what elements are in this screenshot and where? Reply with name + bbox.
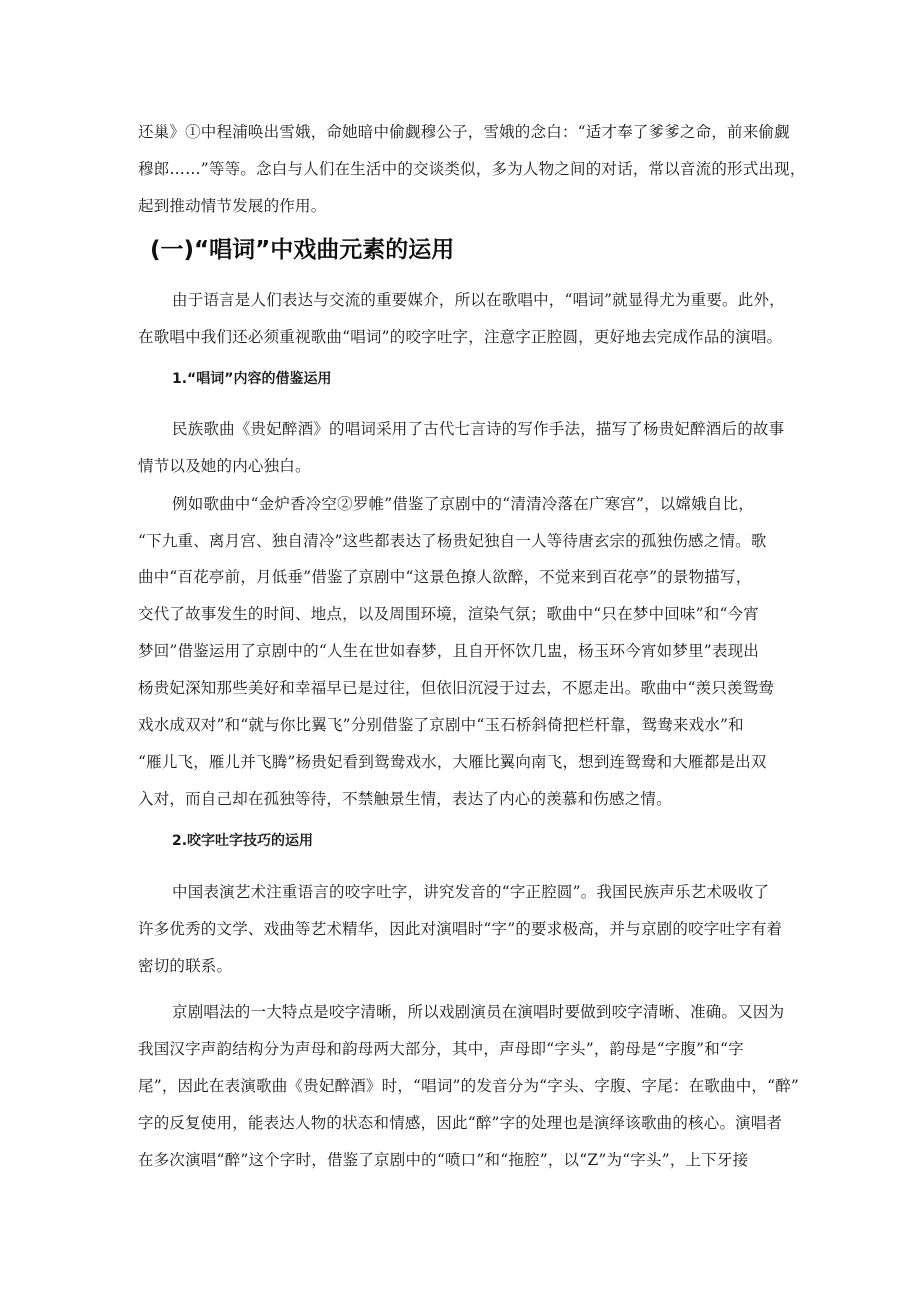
paragraph-line: 我国汉字声韵结构分为声母和韵母两大部分，其中，声母即“字头”，韵母是“字腹”和“字 — [138, 1040, 744, 1058]
paragraph-line: 字的反复使用，能表达人物的状态和情感，因此“醉”字的处理也是演绎该歌曲的核心。演唱者 — [138, 1114, 783, 1132]
paragraph-line: “下九重、离月宫、独自清冷”这些都表达了杨贵妃独自一人等待唐玄宗的孤独伤感之情。歌 — [138, 532, 767, 550]
paragraph-line: 入对，而自己却在孤独等待，不禁触景生情，表达了内心的羡慕和伤感之情。 — [138, 790, 672, 808]
paragraph-line: 戏水成双对”和“就与你比翼飞”分别借鉴了京剧中“玉石桥斜倚把栏杆靠，鸳鸯来戏水”和 — [138, 716, 744, 734]
paragraph-line: 例如歌曲中“金炉香冷空②罗帷”借鉴了京剧中的“清清冷落在广寒宫”，以嫦娥自比， — [172, 495, 754, 513]
paragraph-line: 民族歌曲《贵妃醉酒》的唱词采用了古代七言诗的写作手法，描写了杨贵妃醉酒后的故事 — [172, 420, 785, 438]
subsection-title-1: 1.“唱词”内容的借鉴运用 — [172, 371, 332, 387]
paragraph-line: 由于语言是人们表达与交流的重要媒介，所以在歌唱中，“唱词”就显得尤为重要。此外， — [172, 291, 785, 309]
section-heading: (一)“唱词”中戏曲元素的运用 — [150, 237, 455, 263]
paragraph-line: 中国表演艺术注重语言的咬字吐字，讲究发音的“字正腔圆”。我国民族声乐艺术吸收了 — [172, 883, 770, 901]
paragraph-line: 还巢》①中程浦唤出雪娥，命她暗中偷觑穆公子，雪娥的念白：“适才奉了爹爹之命，前来偷觑 — [138, 123, 790, 141]
paragraph-line: 在歌唱中我们还必须重视歌曲“唱词”的咬字吐字，注意字正腔圆，更好地去完成作品的演唱。 — [138, 328, 783, 346]
paragraph-line: “雁儿飞，雁儿并飞腾”杨贵妃看到鸳鸯戏水，大雁比翼向南飞，想到连鸳鸯和大雁都是出双 — [138, 753, 767, 771]
paragraph-line: 京剧唱法的一大特点是咬字清晰，所以戏剧演员在演唱时要做到咬字清晰、准确。又因为 — [172, 1003, 785, 1021]
paragraph-line: 起到推动情节发展的作用。 — [138, 197, 327, 215]
paragraph-line: 密切的联系。 — [138, 957, 233, 975]
paragraph-line: 在多次演唱“醉”这个字时，借鉴了京剧中的“喷口”和“拖腔”，以“Z”为“字头”，上下牙接 — [138, 1151, 749, 1169]
paragraph-line: 杨贵妃深知那些美好和幸福早已是过往，但依旧沉浸于过去，不愿走出。歌曲中“羡只羡鸳鸯 — [138, 679, 775, 697]
paragraph-line: 曲中“百花亭前，月低垂”借鉴了京剧中“这景色撩人欲醉，不觉来到百花亭”的景物描写， — [138, 568, 752, 586]
paragraph-line: 情节以及她的内心独白。 — [138, 457, 311, 475]
subsection-title-2: 2.咬字吐字技巧的运用 — [172, 833, 314, 849]
paragraph-line: 穆郎……”等等。念白与人们在生活中的交谈类似，多为人物之间的对话，常以音流的形式出现， — [138, 160, 806, 178]
paragraph-line: 许多优秀的文学、戏曲等艺术精华，因此对演唱时“字”的要求极高，并与京剧的咬字吐字有着 — [138, 920, 783, 938]
paragraph-line: 梦回”借鉴运用了京剧中的“人生在世如春梦，且自开怀饮几盅，杨玉环今宵如梦里”表现出 — [138, 642, 759, 660]
paragraph-line: 交代了故事发生的时间、地点，以及周围环境，渲染气氛；歌曲中“只在梦中回味”和“今宵 — [138, 605, 759, 623]
paragraph-line: 尾”，因此在表演歌曲《贵妃醉酒》时，“唱词”的发音分为“字头、字腹、字尾：在歌曲中，“醉” — [138, 1077, 800, 1095]
